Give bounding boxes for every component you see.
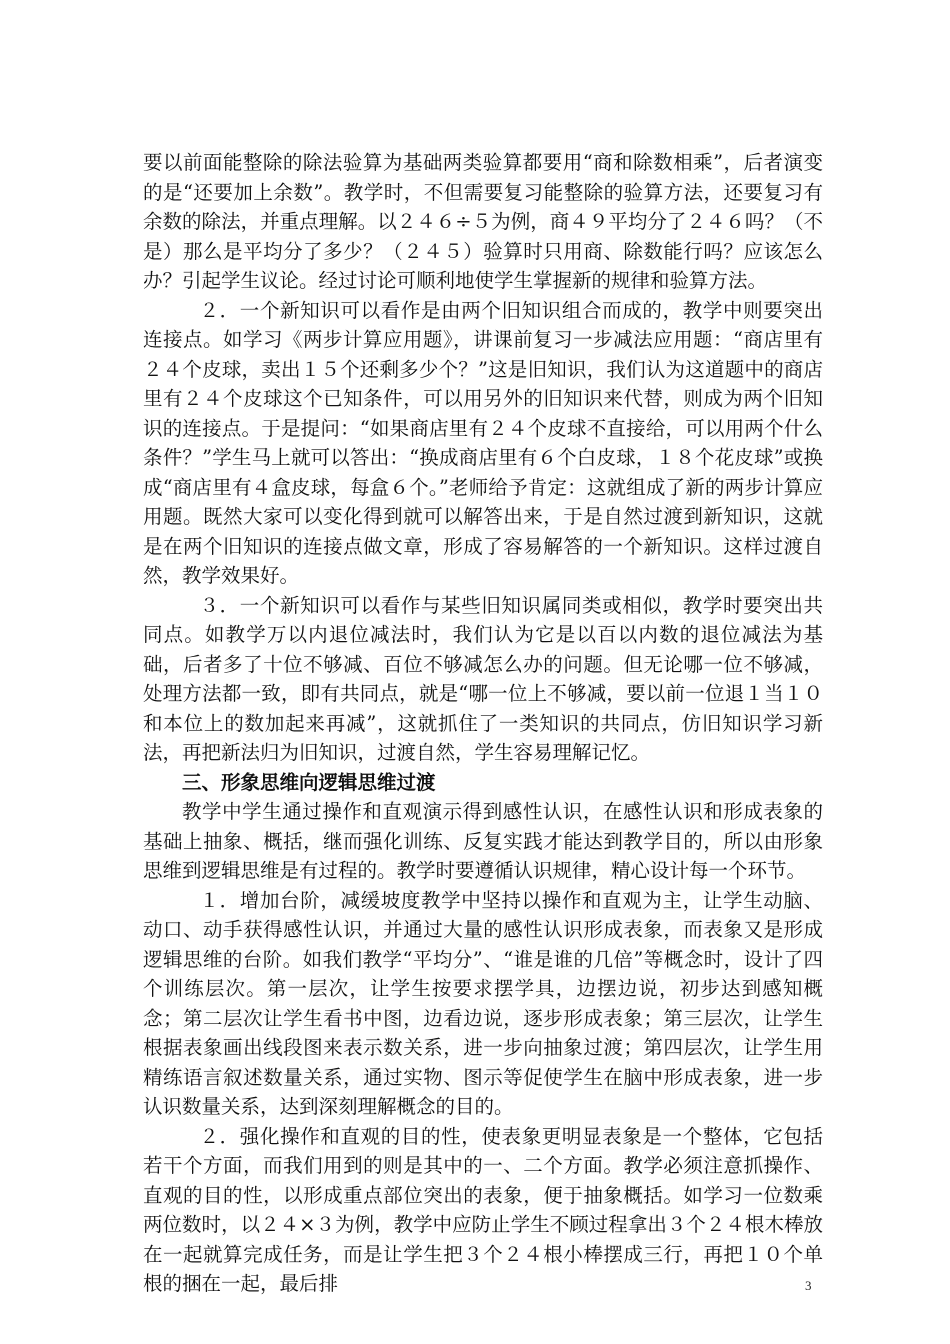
paragraph: ２．一个新知识可以看作是由两个旧知识组合而成的，教学中则要突出连接点。如学习《两步计算应用题》，讲课前复习一步减法应用题：“商店里有２４个皮球，卖出１５个还剩多少个？”这是旧知识，我们认为这道题中的商店里有２４个皮球这个已知条件，可以用另外的旧知识来代替，则成为两个旧知识的连接点。于是提问：“如果商店里有２４个皮球不直接给，可以用两个什么条件？”学生马上就可以答出：“换成商店里有６个白皮球，１８个花皮球”或换成“商店里有４盒皮球，每盒６个。”老师给予肯定：这就组成了新的两步计算应用题。既然大家可以变化得到就可以解答出来，于是自然过渡到新知识，这就是在两个旧知识的连接点做文章，形成了容易解答的一个新知识。这样过渡自然，教学效果好。	[143, 298, 823, 587]
page-number: 3	[805, 1278, 812, 1293]
section-heading: 三、形象思维向逻辑思维过渡	[182, 770, 436, 794]
paragraph: ３．一个新知识可以看作与某些旧知识属同类或相似，教学时要突出共同点。如教学万以内退位减法时，我们认为它是以百以内数的退位减法为基础，后者多了十位不够减、百位不够减怎么办的问题。但无论哪一位不够减，处理方法都一致，即有共同点，就是“哪一位上不够减，要以前一位退１当１０和本位上的数加起来再减”，这就抓住了一类知识的共同点，仿旧知识学习新法，再把新法归为旧知识，过渡自然，学生容易理解记忆。	[143, 593, 823, 764]
body-text	[143, 148, 823, 1299]
paragraph: １．增加台阶，减缓坡度教学中坚持以操作和直观为主，让学生动脑、动口、动手获得感性认识，并通过大量的感性认识形成表象，而表象又是形成逻辑思维的台阶。如我们教学“平均分”、“谁是谁的几倍”等概念时，设计了四个训练层次。第一层次，让学生按要求摆学具，边摆边说，初步达到感知概念；第二层次让学生看书中图，边看边说，逐步形成表象；第三层次，让学生根据表象画出线段图来表示数关系，进一步向抽象过渡；第四层次，让学生用精练语言叙述数量关系，通过实物、图示等促使学生在脑中形成表象，进一步认识数量关系，达到深刻理解概念的目的。	[143, 888, 823, 1118]
paragraph: 教学中学生通过操作和直观演示得到感性认识，在感性认识和形成表象的基础上抽象、概括，继而强化训练、反复实践才能达到教学目的，所以由形象思维到逻辑思维是有过程的。教学时要遵循认识规律，精心设计每一个环节。	[143, 800, 823, 882]
paragraph: 要以前面能整除的除法验算为基础两类验算都要用“商和除数相乘”，后者演变的是“还要加上余数”。教学时，不但需要复习能整除的验算方法，还要复习有余数的除法，并重点理解。以２４６÷５为例，商４９平均分了２４６吗？（不是）那么是平均分了多少？（２４５）验算时只用商、除数能行吗？应该怎么办？引起学生议论。经过讨论可顺利地使学生掌握新的规律和验算方法。	[143, 151, 823, 292]
paragraph: ２．强化操作和直观的目的性，使表象更明显表象是一个整体，它包括若干个方面，而我们用到的则是其中的一、二个方面。教学必须注意抓操作、直观的目的性，以形成重点部位突出的表象，便于抽象概括。如学习一位数乘两位数时，以２４×３为例，教学中应防止学生不顾过程拿出３个２４根木棒放在一起就算完成任务，而是让学生把３个２４根小棒摆成三行，再把１０个单根的捆在一起，最后排	[143, 1124, 823, 1295]
